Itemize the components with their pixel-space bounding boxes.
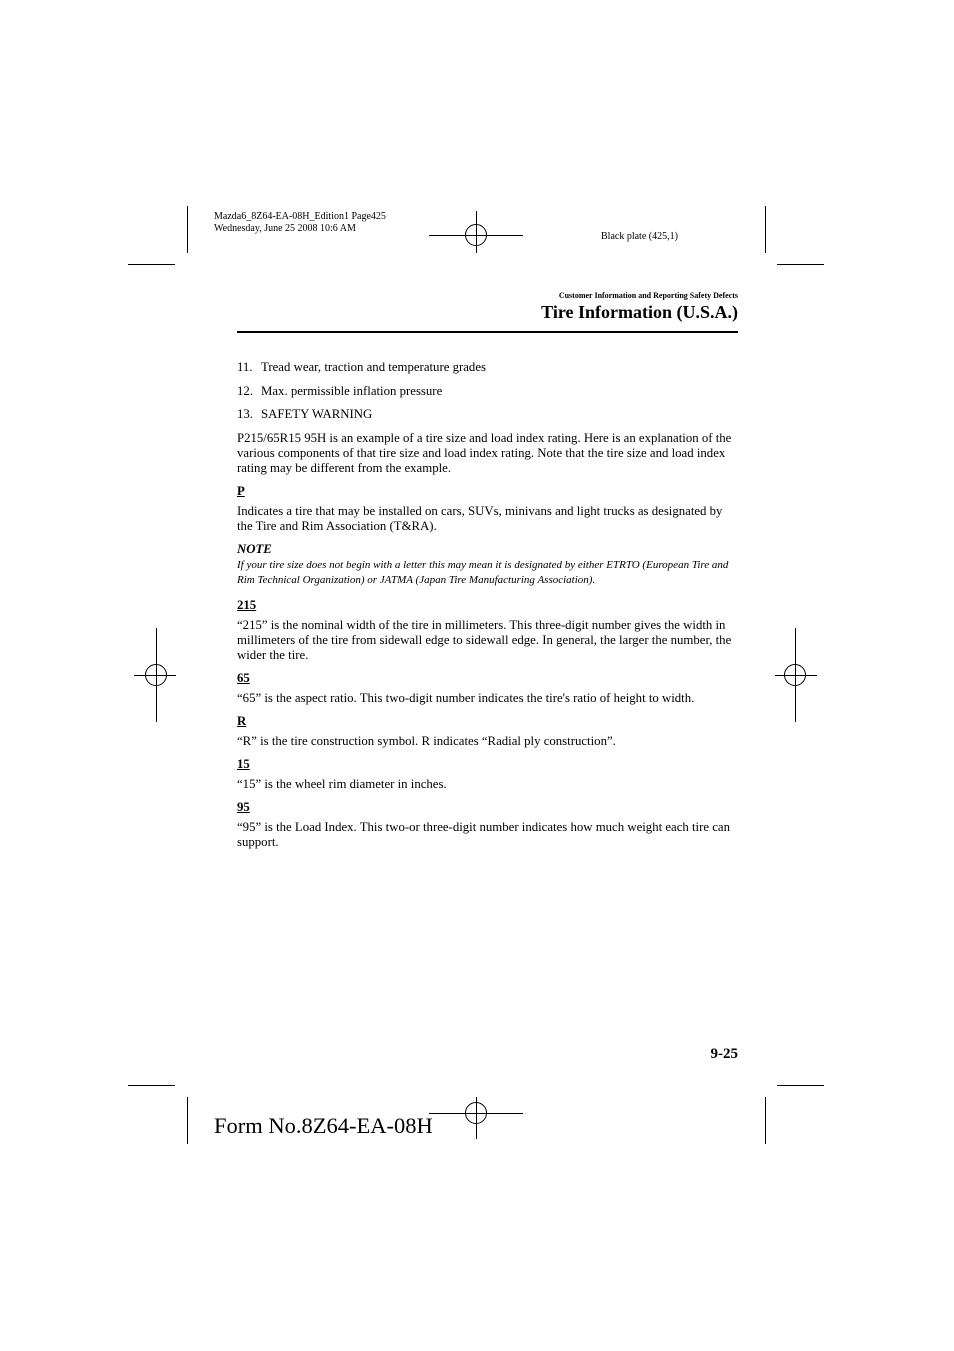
section-text-p: Indicates a tire that may be installed on cars, SUVs, minivans and light trucks as designated by the Tire and Rim Association (T&RA). <box>237 503 723 533</box>
note-label: NOTE <box>237 541 272 556</box>
note-text: If your tire size does not begin with a letter this may mean it is designated by either ETRTO (European Tire and Rim Technical Organization) or JATMA (Japan Tire Manufacturing Association). <box>237 558 729 586</box>
intro-paragraph: P215/65R15 95H is an example of a tire size and load index rating. Here is an explanation of the various components of that tire size and load index rating. Note that the tire size and load index rating may be different from the example. <box>237 430 732 475</box>
list-item-text: Max. permissible inflation pressure <box>261 383 443 398</box>
list-item-number: 12. <box>237 383 253 398</box>
title-divider <box>237 331 738 333</box>
list-item-text: SAFETY WARNING <box>261 407 373 421</box>
list-item <box>237 360 738 375</box>
section-label: Customer Information and Reporting Safety Defects <box>558 291 738 300</box>
section-text-15: “15” is the wheel rim diameter in inches. <box>237 776 447 791</box>
print-info-file: Mazda6_8Z64-EA-08H_Edition1 Page425 <box>214 211 386 222</box>
plate-label: Black plate (425,1) <box>601 231 678 242</box>
page-number: 9-25 <box>710 1046 738 1062</box>
section-heading-r: R <box>237 713 247 728</box>
section-heading-215: 215 <box>237 597 257 612</box>
section-heading-95: 95 <box>237 799 250 814</box>
section-text-65: “65” is the aspect ratio. This two-digit number indicates the tire's ratio of height to width. <box>237 690 695 705</box>
form-number: Form No.8Z64-EA-08H <box>214 1113 433 1138</box>
section-text-r: “R” is the tire construction symbol. R indicates “Radial ply construction”. <box>237 733 616 748</box>
list-item <box>237 407 738 422</box>
section-text-95: “95” is the Load Index. This two-or three-digit number indicates how much weight each tire can support. <box>237 819 730 849</box>
list-item <box>237 384 738 399</box>
section-heading-15: 15 <box>237 756 250 771</box>
list-item-text: Tread wear, traction and temperature grades <box>261 360 486 374</box>
section-heading-p: P <box>237 483 245 498</box>
print-info <box>214 211 386 235</box>
print-info-date: Wednesday, June 25 2008 10:6 AM <box>214 223 356 234</box>
page-title: Tire Information (U.S.A.) <box>541 302 738 322</box>
section-heading-65: 65 <box>237 670 250 685</box>
list-item-number: 11. <box>237 360 253 374</box>
main-content <box>237 360 738 858</box>
section-text-215: “215” is the nominal width of the tire in millimeters. This three-digit number gives the width in millimeters of the tire from sidewall edge to sidewall edge. In general, the larger the number, the wider the tire. <box>237 617 732 662</box>
list-item-number: 13. <box>237 407 253 421</box>
